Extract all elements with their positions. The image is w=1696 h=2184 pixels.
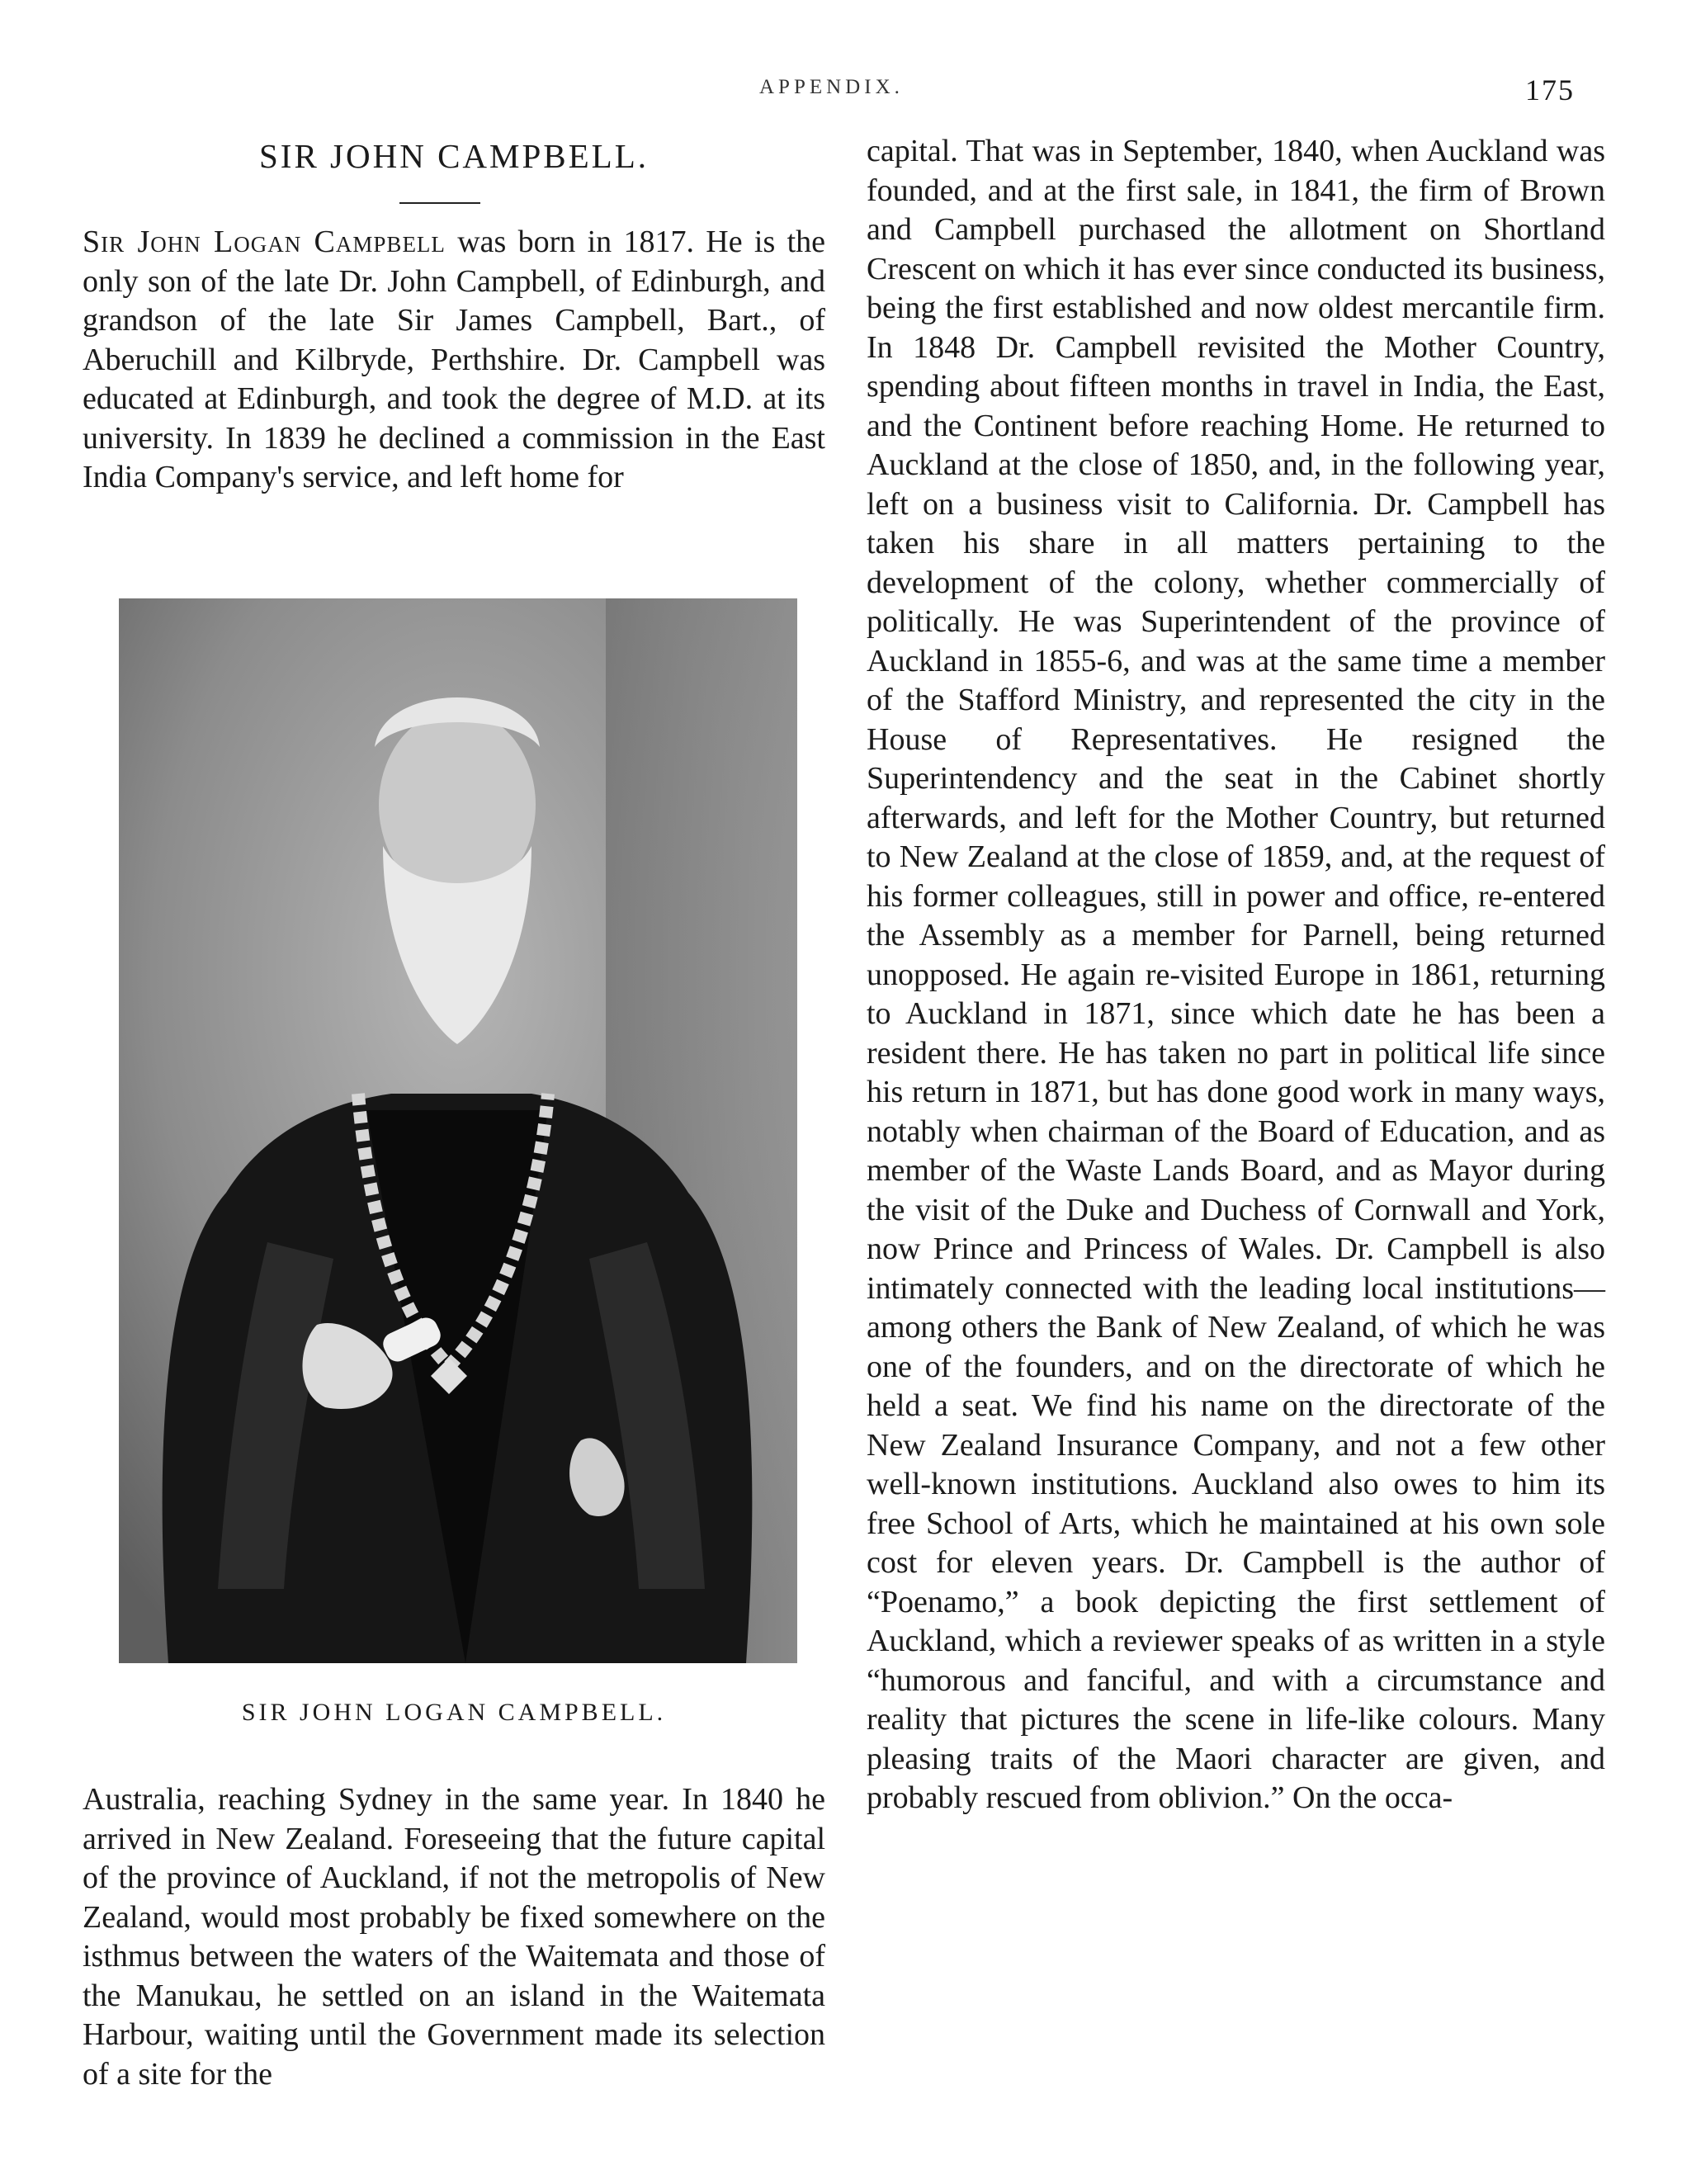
portrait-photo [119,598,797,1663]
paragraph-1-continued: Australia, reaching Sydney in the same year. In 1840 he arrived in New Zealand. Foreseeing that the future capital of the province of Auckland, if not the metropolis of New Zealand, would most probably be fixed somewhere on the isthmus between the waters of the Waitemata and those of the Manukau, he settled on an island in the Waitemata Harbour, waiting until the Government made its selection of a site for the [83,1782,825,2092]
right-column-text: capital. That was in September, 1840, when Auckland was founded, and at the first sale, in 1841, the firm of Brown and Campbell purchased the allotment on Shortland Crescent on which it has ever since conducted its business, being the first established and now oldest mercantile firm. In 1848 Dr. Campbell revisited the Mother Country, spending about fifteen months in travel in India, the East, and the Continent before reaching Home. He returned to Auckland at the close of 1850, and, in the following year, left on a business visit to California. Dr. Campbell has taken his share in all matters pertaining to the development of the colony, whether commercially of politically. He was Superintendent of the province of Auckland in 1855-6, and was at the same time a member of the Stafford Ministry, and represented the city in the House of Representatives. He resigned the Superintendency and the seat in the Cabinet shortly afterwards, and left for the Mother Country, but returned to New Zealand at the close of 1859, and, at the request of his former colleagues, still in power and office, re-entered the Assembly as a member for Parnell, being returned unopposed. He again re-visited Europe in 1861, returning to Auckland in 1871, since which date he has been a resident there. He has taken no part in political life since his return in 1871, but has done good work in many ways, notably when chairman of the Board of Education, and as member of the Waste Lands Board, and as Mayor during the visit of the Duke and Duchess of Cornwall and York, now Prince and Princess of Wales. Dr. Campbell is also intimately connected with the leading local institutions—among others the Bank of New Zealand, of which he was one of the founders, and on the directorate of which he held a seat. We find his name on the directorate of the New Zealand Insurance Company, and not a few other well-known institutions. Auckland also owes to him its free School of Arts, which he maintained at his own sole cost for eleven years. Dr. Campbell is the author of “Poenamo,” a book depicting the first settlement of Auckland, which a reviewer speaks of as written in a style “humorous and fanciful, and with a circumstance and reality that pictures the scene in life-like colours. Many pleasing traits of the Maori character are given, and probably rescued from oblivion.” On the occa- [867,134,1605,1815]
paragraph-1 [83,223,825,498]
title-rule [399,202,480,204]
lead-name: Sir John Logan Campbell [83,225,446,259]
article-title: SIR JOHN CAMPBELL. [258,137,650,175]
running-head: APPENDIX. [759,76,904,98]
page-number: 175 [1525,73,1575,106]
left-column-bottom [83,1780,825,2094]
figure-caption: SIR JOHN LOGAN CAMPBELL. [241,1699,667,1726]
paragraph-1-text: was born in 1817. He is the only son of the late Dr. John Campbell, of Edinburgh, and grandson of the late Sir James Campbell, Bart., of Aberuchill and Kilbryde, Perthshire. Dr. Campbell was educated at Edinburgh, and took the degree of M.D. at its university. In 1839 he declined a commission in the East India Company's service, and left home for [83,225,825,494]
portrait-illustration [119,598,797,1663]
right-column [867,132,1605,1818]
left-column-top [83,223,825,498]
